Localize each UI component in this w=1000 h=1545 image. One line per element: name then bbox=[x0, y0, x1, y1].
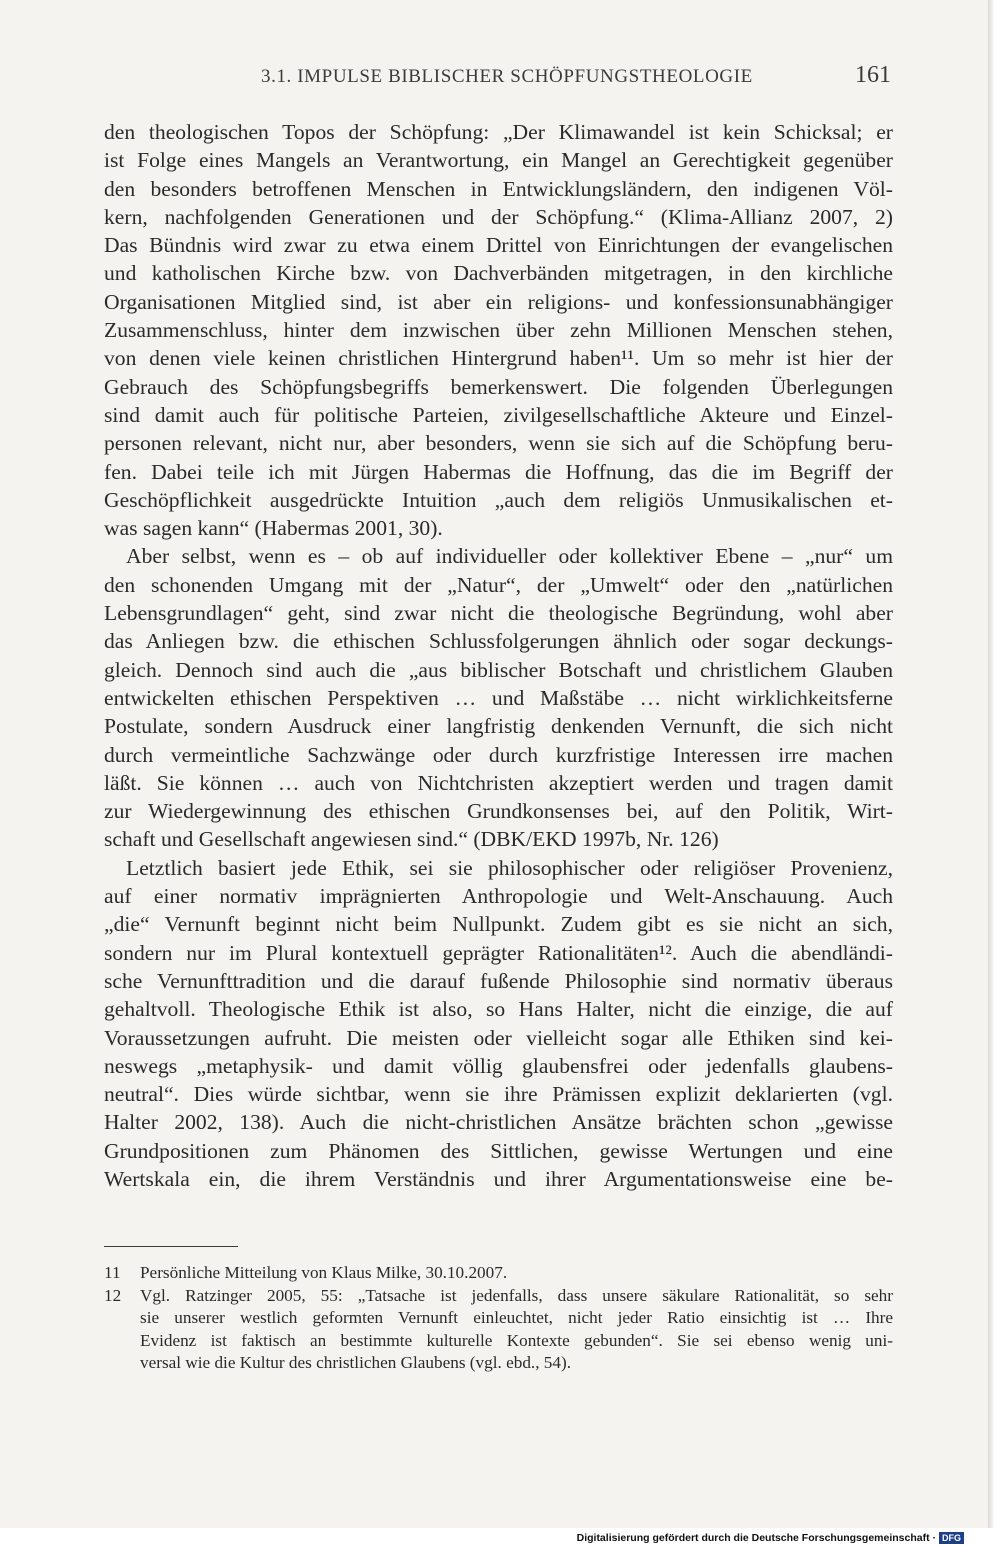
body-line: Voraussetzungen aufruht. Die meisten oder vielleicht sogar alle Ethiken sind kei- bbox=[104, 1025, 893, 1050]
body-line: Wertskala ein, die ihrem Verständnis und ihrer Argumentationsweise eine be- bbox=[104, 1166, 893, 1191]
dfg-logo: DFG bbox=[939, 1532, 964, 1544]
body-line: den theologischen Topos der Schöpfung: „Der Klimawandel ist kein Schicksal; er bbox=[104, 120, 893, 144]
body-line: zur Wiedergewinnung des ethischen Grundkonsenses bei, auf den Politik, Wirt- bbox=[104, 799, 893, 824]
footnote-11 bbox=[104, 1262, 893, 1285]
footnote-line: versal wie die Kultur des christlichen Glaubens (vgl. ebd., 54). bbox=[140, 1353, 572, 1373]
body-line: Das Bündnis wird zwar zu etwa einem Drittel von Einrichtungen der evangelischen bbox=[104, 233, 893, 258]
body-line: Lebensgrundlagen“ geht, sind zwar nicht die theologische Begründung, wohl aber bbox=[104, 601, 893, 626]
footnote-number: 11 bbox=[104, 1263, 121, 1282]
footnote-divider bbox=[104, 1246, 238, 1247]
footnote-number: 12 bbox=[104, 1285, 122, 1305]
body-line: fen. Dabei teile ich mit Jürgen Habermas die Hoffnung, das die im Begriff der bbox=[104, 459, 893, 484]
body-line bbox=[104, 1193, 893, 1221]
body-line: Grundpositionen zum Phänomen des Sittlichen, gewisse Wertungen und eine bbox=[104, 1138, 893, 1163]
body-line: Organisationen Mitglied sind, ist aber ein religions- und konfessionsunabhängiger bbox=[104, 289, 893, 314]
body-line: durch vermeintliche Sachzwänge oder durch kurzfristige Interessen irre machen bbox=[104, 742, 893, 767]
body-line: Geschöpflichkeit ausgedrückte Intuition „auch dem religiös Unmusikalischen et- bbox=[104, 487, 893, 512]
body-line: neswegs „metaphysik- und damit völlig glaubensfrei oder jedenfalls glaubens- bbox=[104, 1053, 893, 1078]
footnotes bbox=[104, 1262, 893, 1375]
body-line: läßt. Sie können … auch von Nichtchristen akzeptiert werden und tragen damit bbox=[104, 770, 893, 795]
footnote-text: Vgl. Ratzinger 2005, 55: „Tatsache ist jedenfalls, dass unsere säkulare Rationalität, so sehr bbox=[140, 1285, 893, 1305]
body-line: Aber selbst, wenn es – ob auf individueller oder kollektiver Ebene – „nur“ um bbox=[126, 544, 893, 569]
body-line: sche Vernunfttradition und die darauf fußende Philosophie sind normativ überaus bbox=[104, 968, 893, 993]
body-line: das Anliegen bzw. die ethischen Schlussfolgerungen ähnlich oder sogar deckungs- bbox=[104, 629, 893, 654]
body-line: sondern nur im Plural kontextuell geprägter Rationalitäten¹². Auch die abendländi- bbox=[104, 940, 893, 965]
body-line: ist Folge eines Mangels an Verantwortung, ein Mangel an Gerechtigkeit gegenüber bbox=[104, 148, 893, 173]
body-line: Gebrauch des Schöpfungsbegriffs bemerkenswert. Die folgenden Überlegungen bbox=[104, 374, 893, 399]
page-number: 161 bbox=[855, 62, 891, 88]
body-line: gleich. Dennoch sind auch die „aus biblischer Botschaft und christlichem Glauben bbox=[104, 657, 893, 682]
footnote-line: sie unserer westlich geformten Vernunft einleuchtet, nicht jeder Ratio einsichtig ist … Ihre bbox=[140, 1308, 893, 1328]
body-line: kern, nachfolgenden Generationen und der Schöpfung.“ (Klima-Allianz 2007, 2) bbox=[104, 204, 893, 229]
body-line: Postulate, sondern Ausdruck einer langfristig denkenden Vernunft, die sich nicht bbox=[104, 714, 893, 739]
digitization-credit bbox=[577, 1532, 964, 1544]
footnote-12 bbox=[104, 1285, 893, 1308]
body-line: den besonders betroffenen Menschen in Entwicklungsländern, den indigenen Völ- bbox=[104, 176, 893, 201]
footnote-line: Evidenz ist faktisch an bestimmte kulturelle Kontexte gebunden“. Sie sei ebenso wenig uni- bbox=[140, 1330, 893, 1350]
body-line: entwickelten ethischen Perspektiven … und Maßstäbe … nicht wirklichkeitsferne bbox=[104, 685, 893, 710]
body-line: gehaltvoll. Theologische Ethik ist also, so Hans Halter, nicht die einzige, die auf bbox=[104, 997, 893, 1022]
credit-text: Digitalisierung gefördert durch die Deutsche Forschungsgemeinschaft · bbox=[576, 1532, 936, 1544]
body-line: was sagen kann“ (Habermas 2001, 30). bbox=[104, 516, 443, 541]
body-line: auf einer normativ imprägnierten Anthropologie und Welt-Anschauung. Auch bbox=[104, 884, 893, 909]
body-line: Zusammenschluss, hinter dem inzwischen über zehn Millionen Menschen stehen, bbox=[104, 318, 893, 343]
body-line: Halter 2002, 138). Auch die nicht-christlichen Ansätze brächten schon „gewisse bbox=[104, 1110, 893, 1135]
footnote-text: Persönliche Mitteilung von Klaus Milke, 30.10.2007. bbox=[140, 1263, 508, 1282]
page-edge bbox=[988, 0, 994, 1528]
body-line: Letztlich basiert jede Ethik, sei sie philosophischer oder religiöser Provenienz, bbox=[126, 855, 893, 880]
body-line: „die“ Vernunft beginnt nicht beim Nullpunkt. Zudem gibt es sie nicht an sich, bbox=[104, 912, 893, 937]
body-line: personen relevant, nicht nur, aber besonders, wenn sie sich auf die Schöpfung beru- bbox=[104, 431, 893, 456]
running-head: 3.1. IMPULSE BIBLISCHER SCHÖPFUNGSTHEOLOGIE bbox=[261, 66, 753, 87]
body-line: den schonenden Umgang mit der „Natur“, der „Umwelt“ oder den „natürlichen bbox=[104, 572, 893, 597]
body-line: schaft und Gesellschaft angewiesen sind.“ (DBK/EKD 1997b, Nr. 126) bbox=[104, 827, 719, 852]
page-header bbox=[100, 62, 895, 92]
body-line: von denen viele keinen christlichen Hintergrund haben¹¹. Um so mehr ist hier der bbox=[104, 346, 893, 371]
body-line: neutral“. Dies würde sichtbar, wenn sie ihre Prämissen explizit deklarierten (vgl. bbox=[104, 1082, 893, 1107]
body-text bbox=[104, 118, 893, 1222]
body-line: und katholischen Kirche bzw. von Dachverbänden mitgetragen, in den kirchliche bbox=[104, 261, 893, 286]
body-line: sind damit auch für politische Parteien, zivilgesellschaftliche Akteure und Einzel- bbox=[104, 402, 893, 427]
